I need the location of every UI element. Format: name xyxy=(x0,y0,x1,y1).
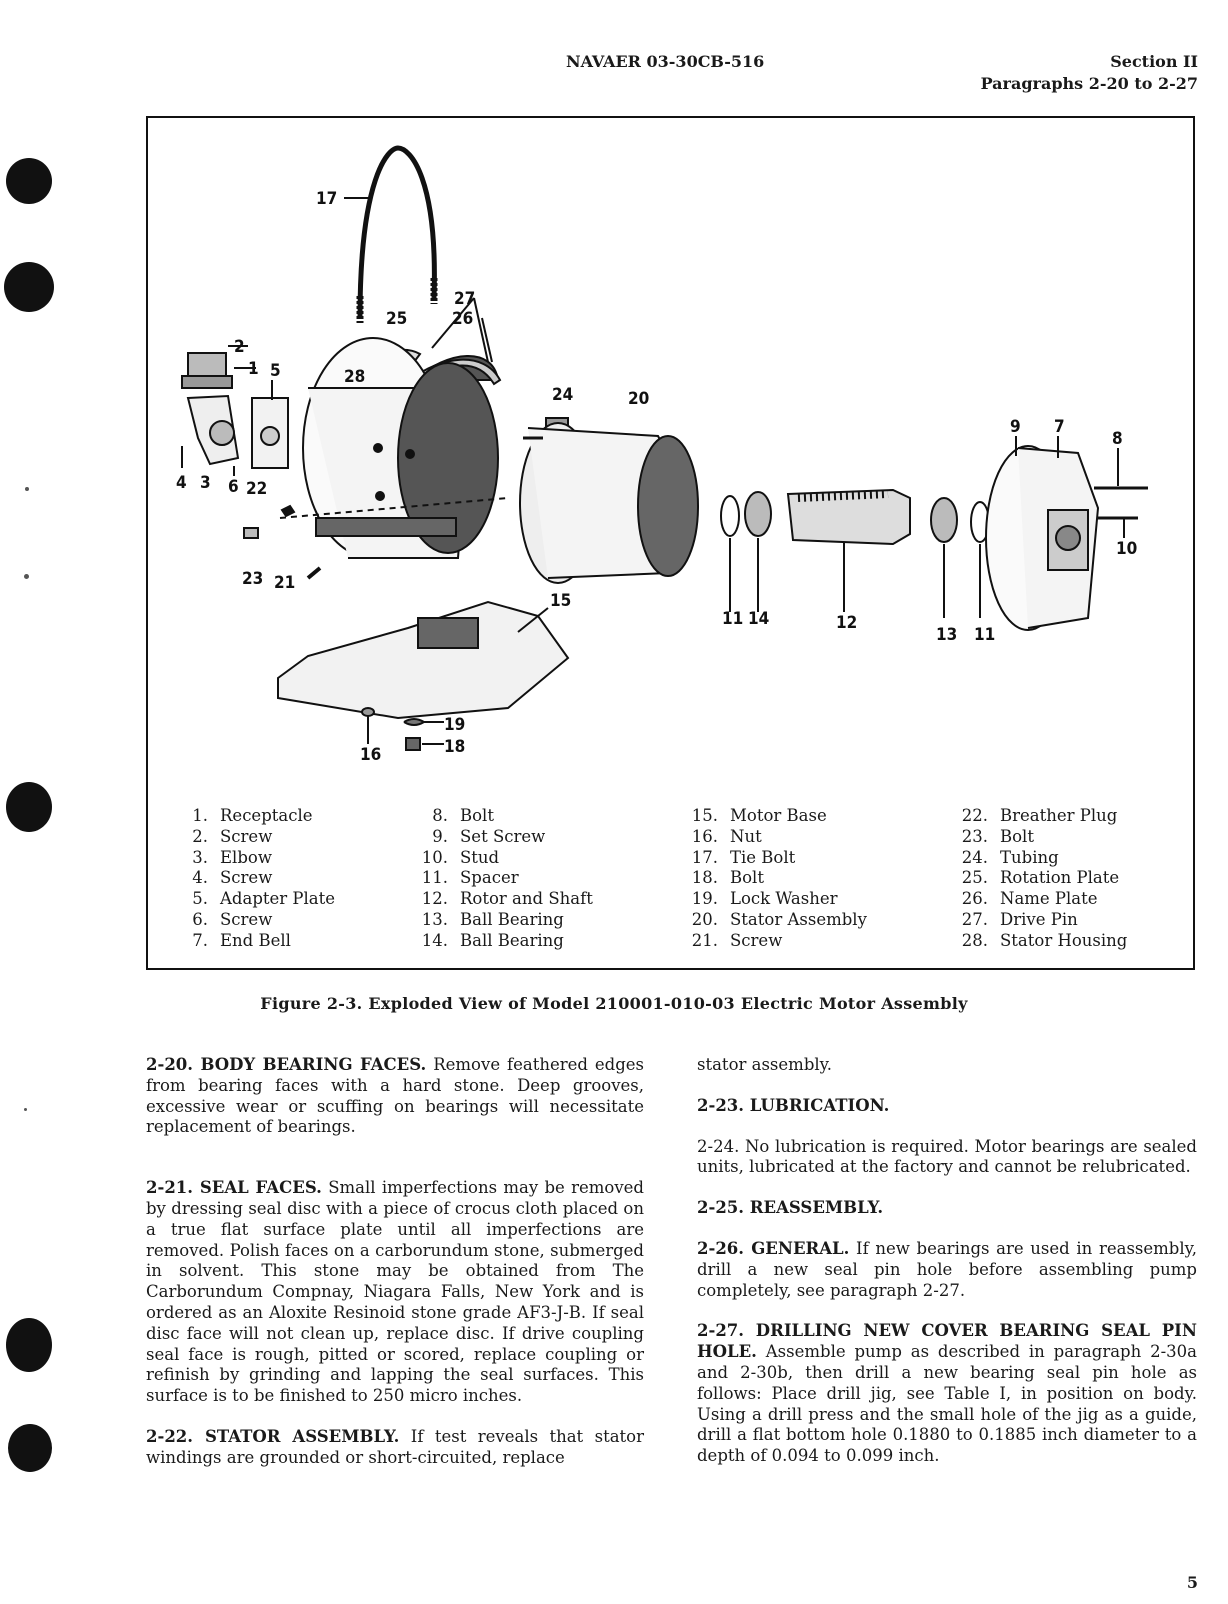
part-label: Drive Pin xyxy=(1000,909,1078,929)
figure-frame xyxy=(146,116,1195,970)
page-number: 5 xyxy=(1186,1573,1198,1592)
paragraph-heading: 2-21. SEAL FACES. xyxy=(146,1178,322,1198)
part-label: Spacer xyxy=(460,868,519,888)
part-number: 1. xyxy=(192,806,208,825)
callout: 14 xyxy=(748,609,770,629)
part-row xyxy=(956,868,1127,889)
part-label: Screw xyxy=(220,868,273,888)
part-row xyxy=(956,931,1127,952)
part-row xyxy=(184,868,335,889)
part-label: Screw xyxy=(730,930,783,950)
part-label: Bolt xyxy=(1000,826,1034,846)
part-row xyxy=(956,827,1127,848)
callout: 10 xyxy=(1116,539,1138,559)
callout: 28 xyxy=(344,367,366,387)
document-number: NAVAER 03-30CB-516 xyxy=(566,52,765,71)
callout: 4 xyxy=(176,473,187,493)
figure-caption: Figure 2-3. Exploded View of Model 210001-010-03 Electric Motor Assembly xyxy=(260,994,968,1013)
part-row xyxy=(686,910,867,931)
part-row xyxy=(686,848,867,869)
part-row xyxy=(956,889,1127,910)
part-label: Screw xyxy=(220,909,273,929)
part-label: Lock Washer xyxy=(730,889,838,909)
callout: 16 xyxy=(360,745,382,765)
part-number: 24. xyxy=(961,847,988,867)
part-row xyxy=(686,827,867,848)
callout: 6 xyxy=(228,477,239,497)
part-number: 18. xyxy=(691,868,718,888)
part-number: 25. xyxy=(961,868,988,888)
paragraph-text: If new bearings are used in reassembly, drill a new seal pin hole before assembling pump completely, see paragraph 2-27. xyxy=(697,1238,1198,1300)
parts-list-column-1 xyxy=(184,806,335,952)
body-column-right xyxy=(697,1055,1197,1487)
part-row xyxy=(184,910,335,931)
callout: 13 xyxy=(936,625,958,645)
part-row xyxy=(956,848,1127,869)
parts-list-column-4 xyxy=(956,806,1127,952)
part-row xyxy=(184,827,335,848)
part-number: 5. xyxy=(192,889,208,909)
part-number: 15. xyxy=(691,806,718,825)
paragraph-heading: 2-20. BODY BEARING FACES. xyxy=(146,1055,427,1074)
paragraph-text: Assemble pump as described in paragraph 2-30a and 2-30b, then drill a new bearing seal pin hole as follows: Place drill jig, see Table I, in position on body. Using a drill press and the small hole of the jig as a guide, drill a flat bottom hole 0.1880 to 0.1885 inch diameter to a depth of 0.094 to 0.099 inch. xyxy=(697,1342,1197,1466)
part-row xyxy=(184,806,335,827)
paragraph-text: 2-24. No lubrication is required. Motor bearings are sealed units, lubricated at the factory and cannot be relubricated. xyxy=(697,1136,1197,1177)
callout: 18 xyxy=(444,737,466,757)
part-number: 6. xyxy=(192,909,208,929)
part-label: Tubing xyxy=(1000,847,1059,867)
part-label: Stator Housing xyxy=(1000,930,1128,950)
paragraph-2-23 xyxy=(697,1096,1197,1117)
part-number: 28. xyxy=(961,930,988,950)
part-number: 14. xyxy=(421,930,448,950)
part-number: 19. xyxy=(691,889,718,909)
paragraph-text: If test reveals that stator windings are grounded or short-circuited, replace xyxy=(146,1426,644,1467)
part-label: Elbow xyxy=(220,847,272,867)
part-label: End Bell xyxy=(220,930,291,950)
part-label: Receptacle xyxy=(220,806,313,825)
paragraph-heading: 2-22. STATOR ASSEMBLY. xyxy=(146,1426,400,1446)
part-number: 17. xyxy=(691,847,718,867)
binder-hole xyxy=(6,1318,52,1372)
paragraph-heading: 2-27. DRILLING NEW COVER BEARING SEAL PIN HOLE. xyxy=(697,1321,1197,1362)
part-number: 4. xyxy=(192,868,208,888)
callout: 21 xyxy=(274,573,296,593)
part-row xyxy=(416,889,593,910)
callout: 25 xyxy=(386,309,408,329)
part-label: Nut xyxy=(730,826,762,846)
parts-list-column-2 xyxy=(416,806,593,952)
part-row xyxy=(416,931,593,952)
part-number: 16. xyxy=(691,826,718,846)
part-label: Ball Bearing xyxy=(460,909,564,929)
part-row xyxy=(956,806,1127,827)
part-label: Stud xyxy=(460,847,500,867)
paragraph-text: Small imperfections may be removed by dressing seal disc with a piece of crocus cloth placed on a true flat surface plate until all imperfections are removed. Polish faces on a carborundum stone, submerged in solvent. This stone may be obtained from The Carborundum Compnay, Niagara Falls, New York and is ordered as an Aloxite Resinoid stone grade AF3-J-B. If seal disc face will not clean up, replace disc. If drive coupling seal face is rough, pitted or scored, replace coupling or refinish by grinding and lapping the seal surfaces. This surface is to be finished to 250 micro inches. xyxy=(146,1178,644,1406)
part-row xyxy=(416,868,593,889)
callout: 20 xyxy=(628,389,650,409)
callout: 1 xyxy=(248,359,259,379)
binder-hole xyxy=(8,1424,52,1472)
callout: 5 xyxy=(270,361,281,381)
callout: 8 xyxy=(1112,429,1123,449)
part-label: Bolt xyxy=(730,868,764,888)
callout: 11 xyxy=(722,609,744,629)
part-number: 26. xyxy=(961,889,988,909)
binder-hole xyxy=(4,262,54,312)
paragraph-2-27 xyxy=(697,1321,1197,1467)
part-row xyxy=(416,827,593,848)
paragraph-2-22 xyxy=(146,1427,644,1469)
callout: 19 xyxy=(444,715,466,735)
paragraph-heading: 2-23. LUBRICATION. xyxy=(697,1095,890,1115)
paragraph-text: Remove feathered edges from bearing faces with a hard stone. Deep grooves, excessive wear or scuffing on bearings will necessitate replacement of bearings. xyxy=(146,1055,644,1137)
paragraph-2-20 xyxy=(146,1055,644,1138)
part-number: 10. xyxy=(421,847,448,867)
part-number: 12. xyxy=(421,889,448,909)
part-label: Name Plate xyxy=(1000,889,1098,909)
paragraph-text: stator assembly. xyxy=(697,1055,833,1074)
part-label: Set Screw xyxy=(460,826,546,846)
part-row xyxy=(416,910,593,931)
part-row xyxy=(184,848,335,869)
part-number: 22. xyxy=(961,806,988,825)
paragraph-continuation xyxy=(697,1055,1197,1076)
callout: 22 xyxy=(246,479,268,499)
part-row xyxy=(686,931,867,952)
part-row xyxy=(416,848,593,869)
part-row xyxy=(686,868,867,889)
part-number: 20. xyxy=(691,909,718,929)
part-number: 13. xyxy=(421,909,448,929)
callout: 26 xyxy=(452,309,474,329)
part-row xyxy=(956,910,1127,931)
part-label: Rotation Plate xyxy=(1000,868,1120,888)
body-column-left xyxy=(146,1055,644,1489)
scan-speck xyxy=(25,487,29,491)
part-label: Ball Bearing xyxy=(460,930,564,950)
part-number: 2. xyxy=(192,826,208,846)
scan-speck xyxy=(24,1108,27,1111)
callout: 12 xyxy=(836,613,858,633)
part-number: 21. xyxy=(691,930,718,950)
part-row xyxy=(184,931,335,952)
part-number: 27. xyxy=(961,909,988,929)
scan-speck xyxy=(24,574,29,579)
part-label: Rotor and Shaft xyxy=(460,889,593,909)
part-label: Screw xyxy=(220,826,273,846)
part-label: Bolt xyxy=(460,806,494,825)
binder-hole xyxy=(6,158,52,204)
paragraph-range: Paragraphs 2-20 to 2-27 xyxy=(980,74,1198,93)
paragraph-2-24 xyxy=(697,1137,1197,1179)
part-number: 8. xyxy=(432,806,448,825)
callout: 17 xyxy=(316,189,338,209)
callout: 7 xyxy=(1054,417,1065,437)
parts-list-column-3 xyxy=(686,806,867,952)
part-label: Motor Base xyxy=(730,806,827,825)
callout: 3 xyxy=(200,473,211,493)
paragraph-heading: 2-26. GENERAL. xyxy=(697,1238,850,1258)
section-label: Section II xyxy=(1110,52,1198,71)
binder-hole xyxy=(6,782,52,832)
callout: 27 xyxy=(454,289,476,309)
part-label: Stator Assembly xyxy=(730,909,867,929)
part-number: 23. xyxy=(961,826,988,846)
part-label: Adapter Plate xyxy=(220,889,336,909)
part-number: 3. xyxy=(192,847,208,867)
part-label: Breather Plug xyxy=(1000,806,1118,825)
callout: 23 xyxy=(242,569,264,589)
callout: 11 xyxy=(974,625,996,645)
part-number: 9. xyxy=(432,826,448,846)
part-row xyxy=(416,806,593,827)
paragraph-2-26 xyxy=(697,1239,1197,1301)
paragraph-heading: 2-25. REASSEMBLY. xyxy=(697,1198,884,1218)
part-number: 11. xyxy=(421,868,448,888)
part-row xyxy=(686,889,867,910)
part-row xyxy=(686,806,867,827)
callout: 9 xyxy=(1010,417,1021,437)
paragraph-2-25 xyxy=(697,1198,1197,1219)
part-label: Tie Bolt xyxy=(730,847,796,867)
callout: 2 xyxy=(234,337,245,357)
callout: 15 xyxy=(550,591,572,611)
part-row xyxy=(184,889,335,910)
paragraph-2-21 xyxy=(146,1178,644,1407)
callout: 24 xyxy=(552,385,574,405)
part-number: 7. xyxy=(192,930,208,950)
